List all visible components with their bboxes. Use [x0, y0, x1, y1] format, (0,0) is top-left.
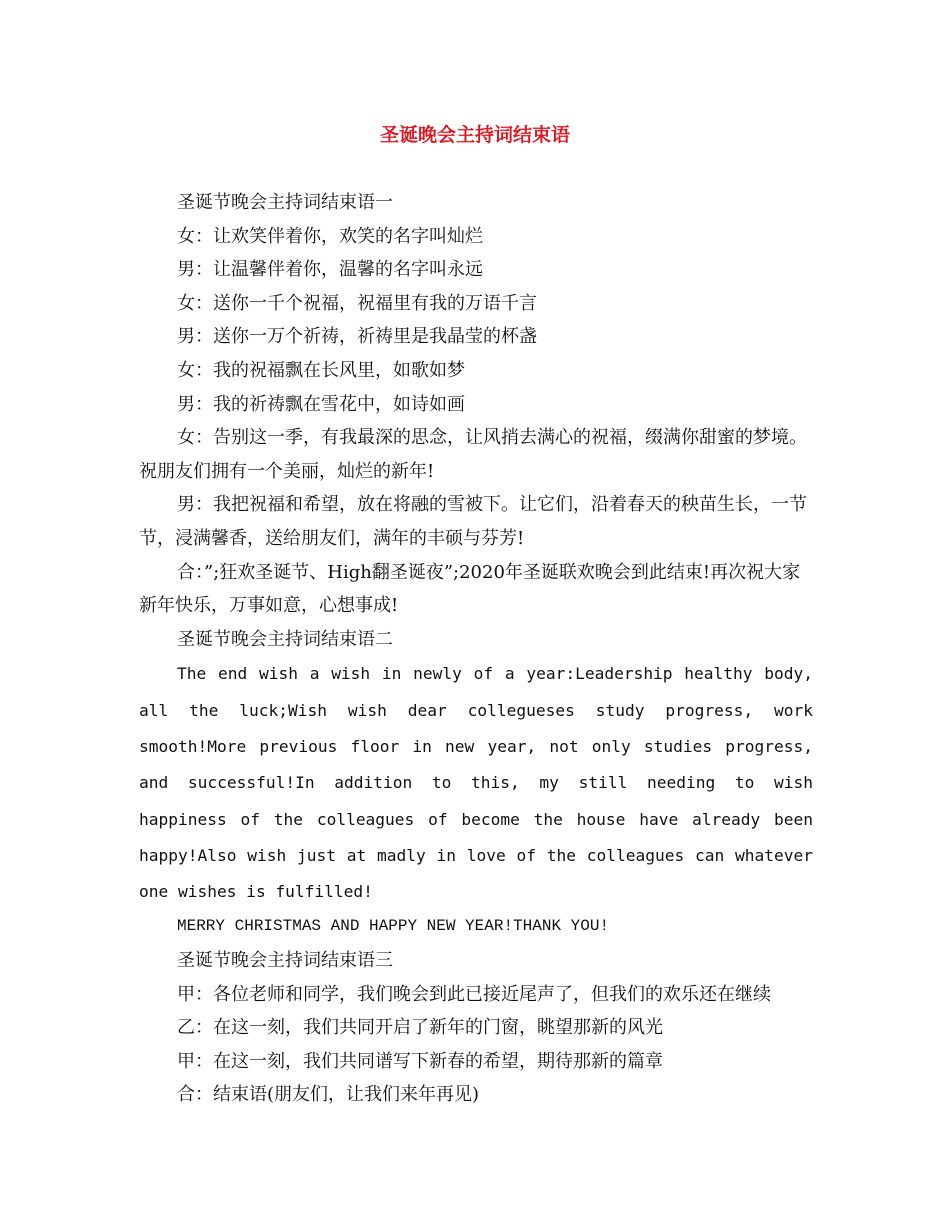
dialogue-line: 女：送你一千个祝福，祝福里有我的万语千言 [177, 292, 537, 314]
document-title: 圣诞晚会主持词结束语 [379, 124, 570, 146]
dialogue-line: 男：让温馨伴着你，温馨的名字叫永远 [177, 259, 483, 281]
dialogue-line: 男：我把祝福和希望，放在将融的雪被下。让它们，沿着春天的秧苗生长，一节节，浸满馨香，送给朋友们，满年的丰硕与芬芳! [139, 494, 807, 549]
dialogue-line: 合：”;狂欢圣诞节、High翻圣诞夜”;2020年圣诞联欢晚会到此结束!再次祝大家新年快乐，万事如意，心想事成! [139, 561, 801, 617]
dialogue-line: 女：告别这一季，有我最深的思念，让风捎去满心的祝福，缀满你甜蜜的梦境。祝朋友们拥有一个美丽，灿烂的新年! [139, 427, 807, 482]
dialogue-line: 甲：在这一刻，我们共同谱写下新春的希望，期待那新的篇章 [177, 1050, 663, 1072]
section-heading-1: 圣诞节晚会主持词结束语一 [177, 192, 393, 213]
dialogue-line: 乙：在这一刻，我们共同开启了新年的门窗，眺望那新的风光 [177, 1017, 663, 1039]
dialogue-line: 甲：各位老师和同学，我们晚会到此已接近尾声了，但我们的欢乐还在继续 [177, 983, 771, 1005]
section-heading-2: 圣诞节晚会主持词结束语二 [177, 628, 393, 650]
document-body [139, 186, 813, 1112]
dialogue-line: 女：我的祝福飘在长风里，如歌如梦 [177, 359, 465, 381]
english-paragraph: The end wish a wish in newly of a year:Leadership healthy body, all the luck;Wish wish dear collegueses study progress, work smooth!More previous floor in new year, not only studies progress, and successful!In addition to this, my still needing to wish happiness of the colleagues of become the house have already been happy!Also wish just at madly in love of the colleagues can whatever one wishes is fulfilled! [139, 664, 813, 902]
dialogue-line: 男：送你一万个祈祷，祈祷里是我晶莹的杯盏 [177, 326, 537, 348]
section-heading-3: 圣诞节晚会主持词结束语三 [177, 949, 393, 971]
dialogue-line: 男：我的祈祷飘在雪花中，如诗如画 [177, 393, 465, 415]
english-closing-line: MERRY CHRISTMAS AND HAPPY NEW YEAR!THANK YOU! [177, 917, 610, 936]
dialogue-line: 合：结束语(朋友们，让我们来年再见) [177, 1084, 480, 1106]
dialogue-line: 女：让欢笑伴着你，欢笑的名字叫灿烂 [177, 225, 483, 247]
